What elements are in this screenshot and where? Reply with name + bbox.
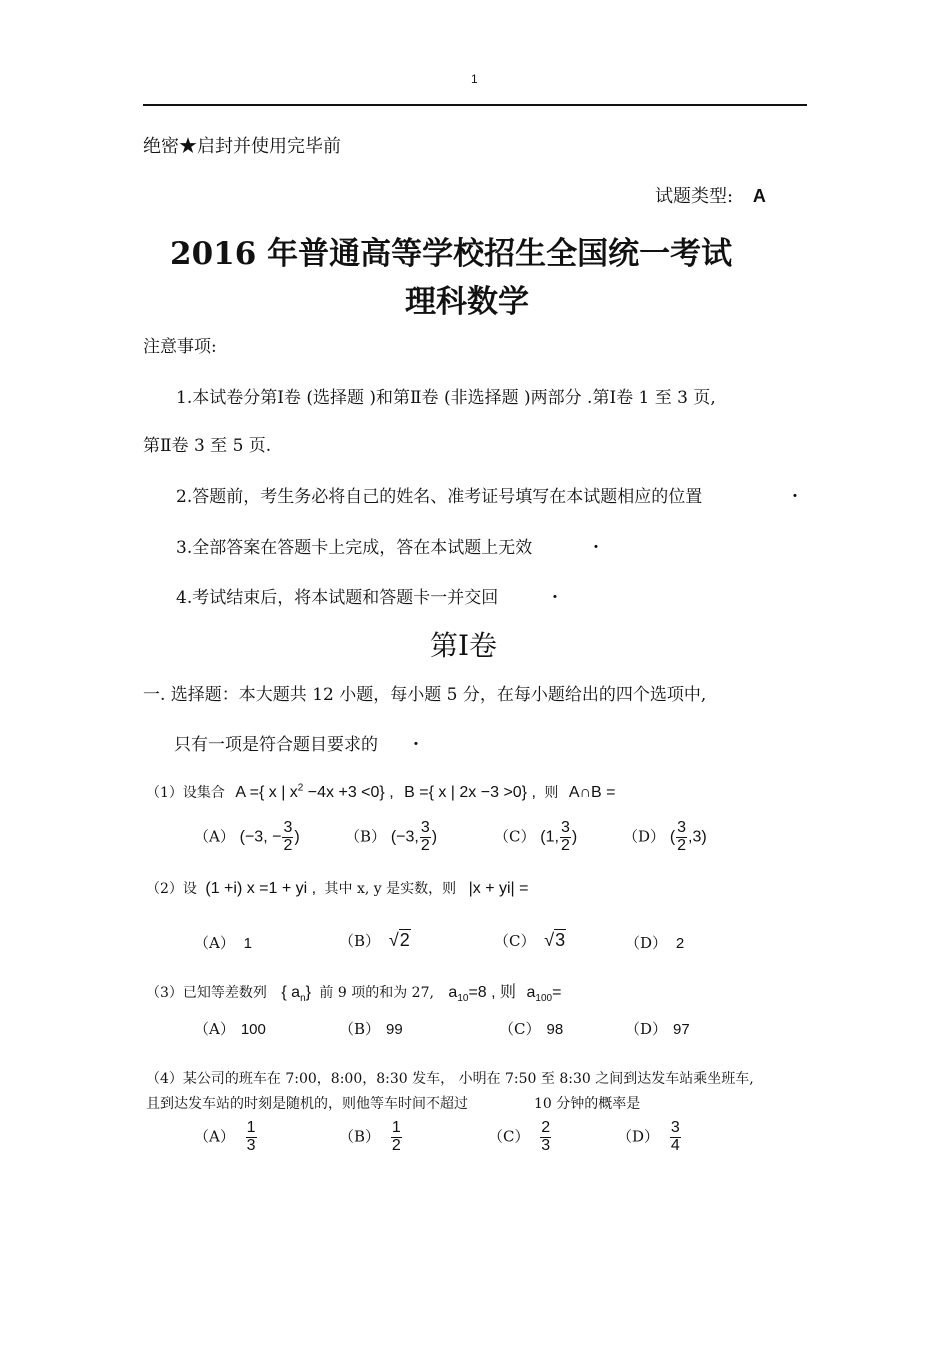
q3-a10: $a_{10}=8$ , 则 xyxy=(448,984,517,1005)
exam-title: 2016 年普通高等学校招生全国统一考试 xyxy=(170,236,733,272)
q1-set-a: A ={ x | $x^2 -4x +3 <0$} , xyxy=(235,782,394,801)
q2-mid: 其中 x, y 是实数，则 xyxy=(324,881,457,897)
q2-option-b[interactable]: （B） √2 xyxy=(339,930,410,950)
note-3: 3.全部答案在答题卡上完成，答在本试题上无效 xyxy=(176,538,533,558)
q1-prefix: （1）设集合 xyxy=(146,785,225,801)
q4-option-d[interactable]: （D） $\frac{3}{4}$ xyxy=(617,1119,680,1154)
part-intro-line1: 一. 选择题：本大题共 12 小题，每小题 5 分，在每小题给出的四个选项中, xyxy=(143,685,707,705)
section-title: 第Ⅰ卷 xyxy=(430,629,498,662)
exam-type xyxy=(655,182,766,208)
q4-line1: （4）某公司的班车在 7:00，8:00，8:30 发车， 小明在 7:50 至 8:30 之间到达发车站乘坐班车, xyxy=(146,1071,754,1087)
exam-type-label: 试题类型: xyxy=(655,186,734,207)
part-intro-period: . xyxy=(413,730,419,750)
q1-option-d[interactable]: （D） ( $\frac{3}{2}$ ,3) xyxy=(623,819,707,854)
q1-option-a[interactable]: （A） (−3, − $\frac{3}{2}$ ) xyxy=(194,819,300,854)
note-1-cont: 第Ⅱ卷 3 至 5 页. xyxy=(143,436,272,456)
q4-option-b[interactable]: （B） $\frac{1}{2}$ xyxy=(339,1119,401,1154)
note-4: 4.考试结束后，将本试题和答题卡一并交回 xyxy=(176,588,499,608)
page-number: 1 xyxy=(471,72,478,86)
note-2-period: . xyxy=(792,482,798,502)
q3-a100: $a_{100}=$ xyxy=(526,984,562,1005)
exam-type-value: A xyxy=(752,186,766,206)
q2-equation: (1 +i) x =1 + yi , xyxy=(205,880,317,897)
q1-option-b[interactable]: （B） (−3, $\frac{3}{2}$ ) xyxy=(345,819,438,854)
q2-ask: |x + yi| = xyxy=(468,880,529,897)
q3-option-c[interactable]: （C） 98 xyxy=(499,1020,564,1038)
part-intro-line2: 只有一项是符合题目要求的 xyxy=(174,735,378,755)
q4-line2: 且到达发车站的时刻是随机的，则他等车时间不超过 xyxy=(146,1096,468,1112)
sqrt-icon: √3 xyxy=(544,930,566,950)
q3-stem: （3）已知等差数列 { $a_n$} 前 9 项的和为 27, $a_{10}=8$ , 则 $a_{100}=$ xyxy=(146,984,562,1005)
q2-option-d[interactable]: （D） 2 xyxy=(625,934,685,952)
sqrt-icon: √2 xyxy=(388,930,410,950)
header-rule xyxy=(143,104,807,106)
note-4-period: . xyxy=(552,583,558,603)
note-1: 1.本试卷分第Ⅰ卷 (选择题 )和第Ⅱ卷 (非选择题 )两部分 .第Ⅰ卷 1 至 3 页, xyxy=(176,388,716,408)
q1-then: 则 xyxy=(544,785,559,801)
q1-ask: A∩B = xyxy=(568,784,616,801)
q2-stem: （2）设 (1 +i) x =1 + yi , 其中 x, y 是实数，则 |x + yi| = xyxy=(146,880,529,897)
q3-option-a[interactable]: （A） 100 xyxy=(194,1020,266,1038)
q1-stem xyxy=(146,782,615,802)
confidential-label: 绝密★启封并使用完毕前 xyxy=(143,136,341,157)
q4-option-a[interactable]: （A） $\frac{1}{3}$ xyxy=(194,1119,256,1154)
note-2: 2.答题前，考生务必将自己的姓名、准考证号填写在本试题相应的位置 xyxy=(176,487,703,507)
q1-option-c[interactable]: （C） (1, $\frac{3}{2}$ ) xyxy=(494,819,578,854)
q3-option-d[interactable]: （D） 97 xyxy=(625,1020,690,1038)
q1-set-b: B ={ x | 2x −3 >0} , xyxy=(404,784,536,801)
notes-heading: 注意事项: xyxy=(143,337,217,357)
q4-line2-end: 10 分钟的概率是 xyxy=(534,1096,641,1112)
q4-option-c[interactable]: （C） $\frac{2}{3}$ xyxy=(488,1119,551,1154)
q2-option-a[interactable]: （A） 1 xyxy=(194,934,252,952)
q3-option-b[interactable]: （B） 99 xyxy=(339,1020,403,1038)
note-3-period: . xyxy=(593,533,599,553)
q2-option-c[interactable]: （C） √3 xyxy=(494,930,566,950)
exam-subtitle: 理科数学 xyxy=(405,284,529,320)
q3-seq: { $a_n$} xyxy=(281,984,311,1005)
